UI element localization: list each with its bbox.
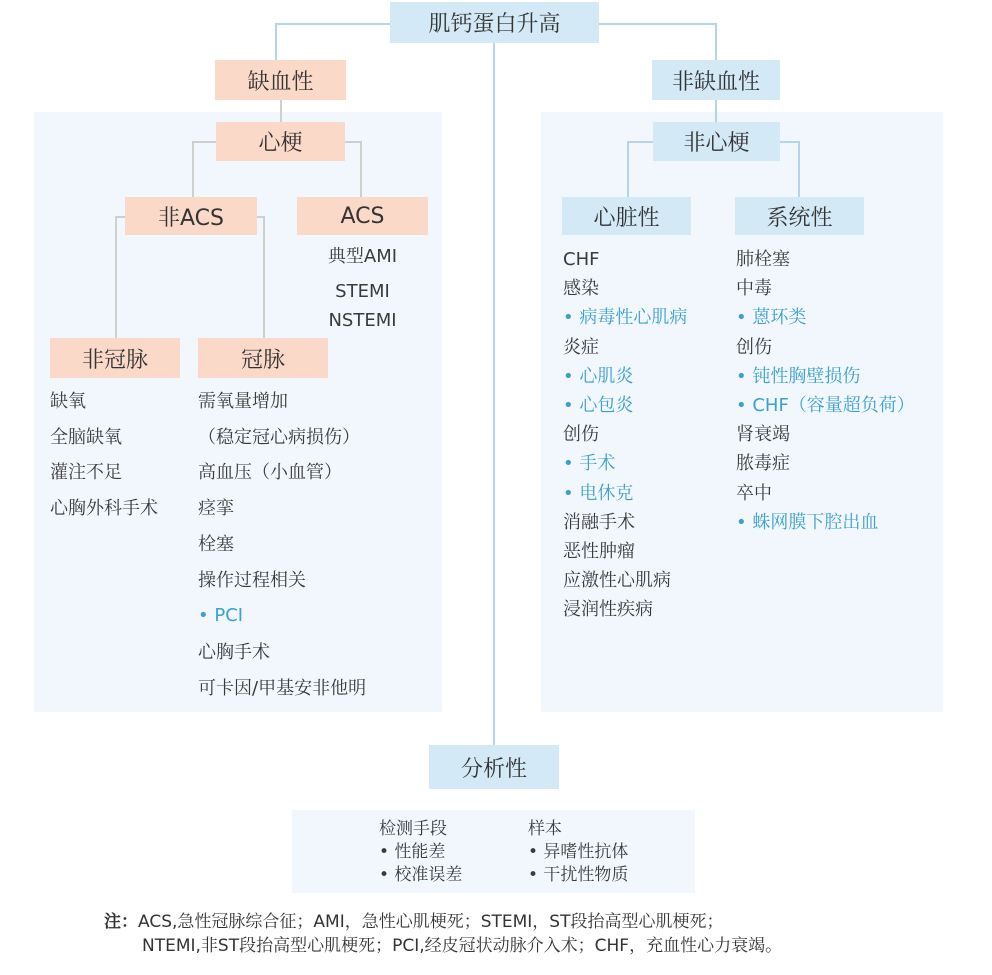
non-acs-box: 非ACS (125, 197, 257, 235)
analytic-col2-item: • 干扰性物质 (528, 865, 629, 885)
non-ischemic-box: 非缺血性 (652, 60, 780, 100)
systemic-item: 肾衰竭 (736, 424, 790, 445)
cardiac-item: 应激性心肌病 (563, 570, 671, 591)
footnote-prefix: 注： (104, 912, 138, 932)
cardiac-item: 感染 (563, 278, 599, 299)
coronary-item: 心胸手术 (198, 642, 270, 663)
connector-root-left-h (275, 23, 390, 25)
connector-nonischemic-nonmi-v (715, 100, 717, 122)
coronary-item: （稳定冠心病损伤） (198, 427, 360, 448)
footnote-text-2: NTEMI,非ST段抬高型心肌梗死；PCI,经皮冠状动脉介入术；CHF，充血性心力衰竭。 (142, 936, 783, 956)
analytic-box: 分析性 (429, 745, 559, 789)
systemic-item: 卒中 (736, 483, 772, 504)
coronary-item: 可卡因/甲基安非他明 (198, 678, 367, 699)
coronary-box: 冠脉 (198, 338, 328, 378)
connector-nonacs-right-v (263, 216, 265, 338)
footnote-line-1 (104, 911, 723, 933)
cardiac-box: 心脏性 (562, 197, 691, 235)
footnote-text-1: ACS,急性冠脉综合征；AMI，急性心肌梗死；STEMI，ST段抬高型心肌梗死； (138, 912, 724, 932)
connector-mi-right-v (360, 141, 362, 197)
systemic-item: 中毒 (736, 278, 772, 299)
footnote-line-2 (142, 935, 782, 957)
systemic-item: 创伤 (736, 337, 772, 358)
ischemic-box: 缺血性 (215, 60, 346, 100)
non-mi-box: 非心梗 (653, 122, 780, 161)
systemic-item: • 蛛网膜下腔出血 (736, 512, 879, 533)
connector-nonmi-left-v (627, 141, 629, 197)
coronary-item: 需氧量增加 (198, 391, 288, 412)
cardiac-item: • 手术 (563, 453, 616, 474)
acs-item: 典型AMI (327, 246, 398, 267)
non-coronary-item: 全脑缺氧 (50, 427, 122, 448)
acs-item: NSTEMI (328, 310, 397, 331)
cardiac-item: • 心包炎 (563, 395, 634, 416)
connector-mi-left-v (192, 141, 194, 197)
cardiac-item: 恶性肿瘤 (563, 541, 635, 562)
connector-nonmi-right-v (798, 141, 800, 197)
analytic-panel (292, 810, 695, 893)
connector-root-right-h (599, 23, 717, 25)
analytic-col1-item: • 校准误差 (379, 865, 463, 885)
connector-root-down-v (493, 43, 495, 745)
cardiac-item: 创伤 (563, 424, 599, 445)
connector-mi-left-h (192, 141, 216, 143)
systemic-item: 肺栓塞 (736, 249, 790, 270)
systemic-item: • 钝性胸壁损伤 (736, 366, 861, 387)
non-coronary-item: 心胸外科手术 (50, 498, 158, 519)
connector-root-left-v (275, 23, 277, 60)
coronary-item: 栓塞 (198, 534, 234, 555)
coronary-item: 痉挛 (198, 498, 234, 519)
connector-nonacs-left-v (115, 216, 117, 338)
cardiac-item: • 病毒性心肌病 (563, 307, 688, 328)
acs-item: STEMI (335, 281, 390, 302)
cardiac-item: 炎症 (563, 337, 599, 358)
systemic-item: • 蒽环类 (736, 307, 807, 328)
cardiac-item: • 电休克 (563, 483, 634, 504)
analytic-col2-item: • 异嗜性抗体 (528, 842, 629, 862)
acs-box: ACS (297, 197, 428, 235)
coronary-item: • PCI (198, 605, 244, 626)
connector-nonmi-right-h (780, 141, 800, 143)
mi-box: 心梗 (216, 122, 345, 161)
analytic-col1-item: 检测手段 (379, 819, 447, 839)
connector-nonmi-left-h (627, 141, 653, 143)
root-box: 肌钙蛋白升高 (390, 2, 599, 43)
analytic-col2-item: 样本 (528, 819, 562, 839)
systemic-box: 系统性 (735, 197, 864, 235)
connector-root-right-v (715, 23, 717, 60)
non-coronary-box: 非冠脉 (50, 338, 180, 378)
cardiac-item: • 心肌炎 (563, 366, 634, 387)
cardiac-item: 消融手术 (563, 512, 635, 533)
systemic-item: 脓毒症 (736, 453, 790, 474)
non-coronary-item: 缺氧 (50, 391, 86, 412)
coronary-item: 高血压（小血管） (198, 462, 342, 483)
systemic-item: • CHF（容量超负荷） (736, 395, 915, 416)
connector-ischemic-mi-v (280, 100, 282, 122)
analytic-col1-item: • 性能差 (379, 842, 446, 862)
non-coronary-item: 灌注不足 (50, 462, 122, 483)
cardiac-item: 浸润性疾病 (563, 599, 653, 620)
coronary-item: 操作过程相关 (198, 570, 306, 591)
cardiac-item: CHF (563, 249, 600, 270)
